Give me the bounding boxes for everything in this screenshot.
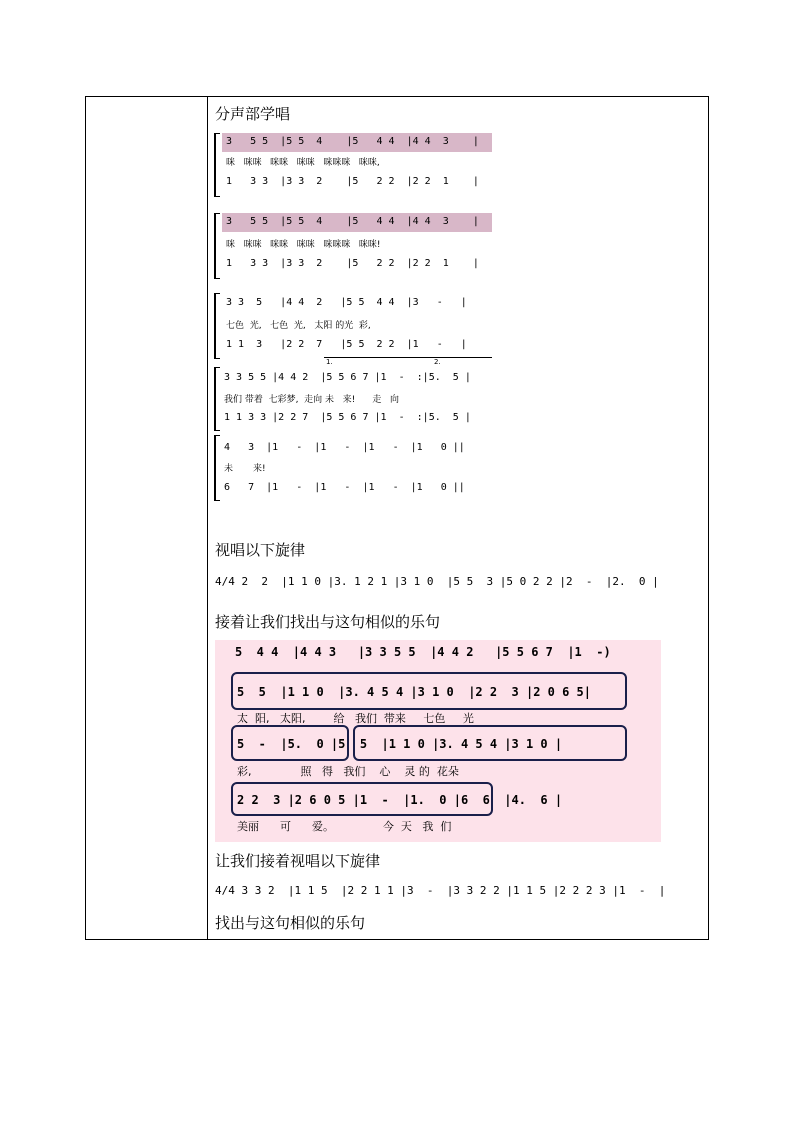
- phrase-line-0: 5 4 4 |4 4 3 |3 3 5 5 |4 4 2 |5 5 6 7 |1 -): [235, 645, 611, 659]
- score-lyric: 七色 光, 七色 光, 太阳 的光 彩,: [226, 321, 371, 331]
- sight-sing-title: 视唱以下旋律: [215, 541, 306, 559]
- score-lyric: 咪 咪咪 咪咪 咪咪 咪咪咪 咪咪!: [226, 240, 381, 250]
- system-brace: [214, 435, 220, 501]
- score-line: 6 7 |1 - |1 - |1 - |1 0 ||: [224, 482, 465, 493]
- score-lyric: 未 来!: [224, 464, 266, 474]
- score-line: 3 5 5 |5 5 4 |5 4 4 |4 4 3 |: [226, 136, 479, 147]
- score-line: 1 1 3 3 |2 2 7 |5 5 6 7 |1 - :|5. 5 |: [224, 412, 471, 423]
- phrase-panel: [215, 640, 661, 842]
- score-line: 1 3 3 |3 3 2 |5 2 2 |2 2 1 |: [226, 258, 479, 269]
- volta-1-label: 1.: [326, 358, 333, 366]
- sight-sing2-title: 让我们接着视唱以下旋律: [215, 852, 381, 870]
- content-cell: [208, 97, 708, 939]
- phrase-line-1: 5 5 |1 1 0 |3. 4 5 4 |3 1 0 |2 2 3 |2 0 6 5|: [237, 685, 592, 699]
- lesson-table: [85, 96, 709, 940]
- volta-bracket: [324, 357, 492, 358]
- part-singing-title: 分声部学唱: [215, 105, 291, 123]
- phrase-line-3: 2 2 3 |2 6 0 5 |1 - |1. 0 |6 6 |4. 6 |: [237, 793, 563, 807]
- system-brace: [214, 293, 220, 359]
- system-brace: [214, 133, 220, 197]
- system-brace: [214, 213, 220, 279]
- score-lyric: 咪 咪咪 咪咪 咪咪 咪咪咪 咪咪,: [226, 158, 380, 168]
- find-similar2-title: 找出与这句相似的乐句: [215, 914, 366, 932]
- phrase-lyric-3: 美丽 可 爱。 今 天 我 们: [237, 820, 452, 833]
- score-lyric: 我们 带着 七彩梦, 走向 未 来! 走 向: [224, 395, 399, 405]
- find-similar-title: 接着让我们找出与这句相似的乐句: [215, 613, 441, 631]
- melody-line-2: 4/4 3 3 2 |1 1 5 |2 2 1 1 |3 - |3 3 2 2 |1 1 5 |2 2 2 3 |1 - |: [215, 884, 666, 897]
- score-line: 3 5 5 |5 5 4 |5 4 4 |4 4 3 |: [226, 216, 479, 227]
- score-line: 1 3 3 |3 3 2 |5 2 2 |2 2 1 |: [226, 176, 479, 187]
- phrase-lyric-2: 彩, 照 得 我们 心 灵 的 花朵: [237, 765, 459, 778]
- score-line: 1 1 3 |2 2 7 |5 5 2 2 |1 - |: [226, 339, 467, 350]
- volta-2-label: 2.: [434, 358, 441, 366]
- phrase-lyric-1: 太 阳, 太阳, 给 我们 带来 七色 光: [237, 712, 474, 725]
- score-line: 3 3 5 |4 4 2 |5 5 4 4 |3 - |: [226, 297, 467, 308]
- system-brace: [214, 367, 220, 431]
- phrase-line-2: 5 - |5. 0 |5 5 |1 1 0 |3. 4 5 4 |3 1 0 |: [237, 737, 563, 751]
- score-line: 4 3 |1 - |1 - |1 - |1 0 ||: [224, 442, 465, 453]
- melody-line-1: 4/4 2 2 |1 1 0 |3. 1 2 1 |3 1 0 |5 5 3 |5 0 2 2 |2 - |2. 0 |: [215, 575, 659, 588]
- score-line: 3 3 5 5 |4 4 2 |5 5 6 7 |1 - :|5. 5 |: [224, 372, 471, 383]
